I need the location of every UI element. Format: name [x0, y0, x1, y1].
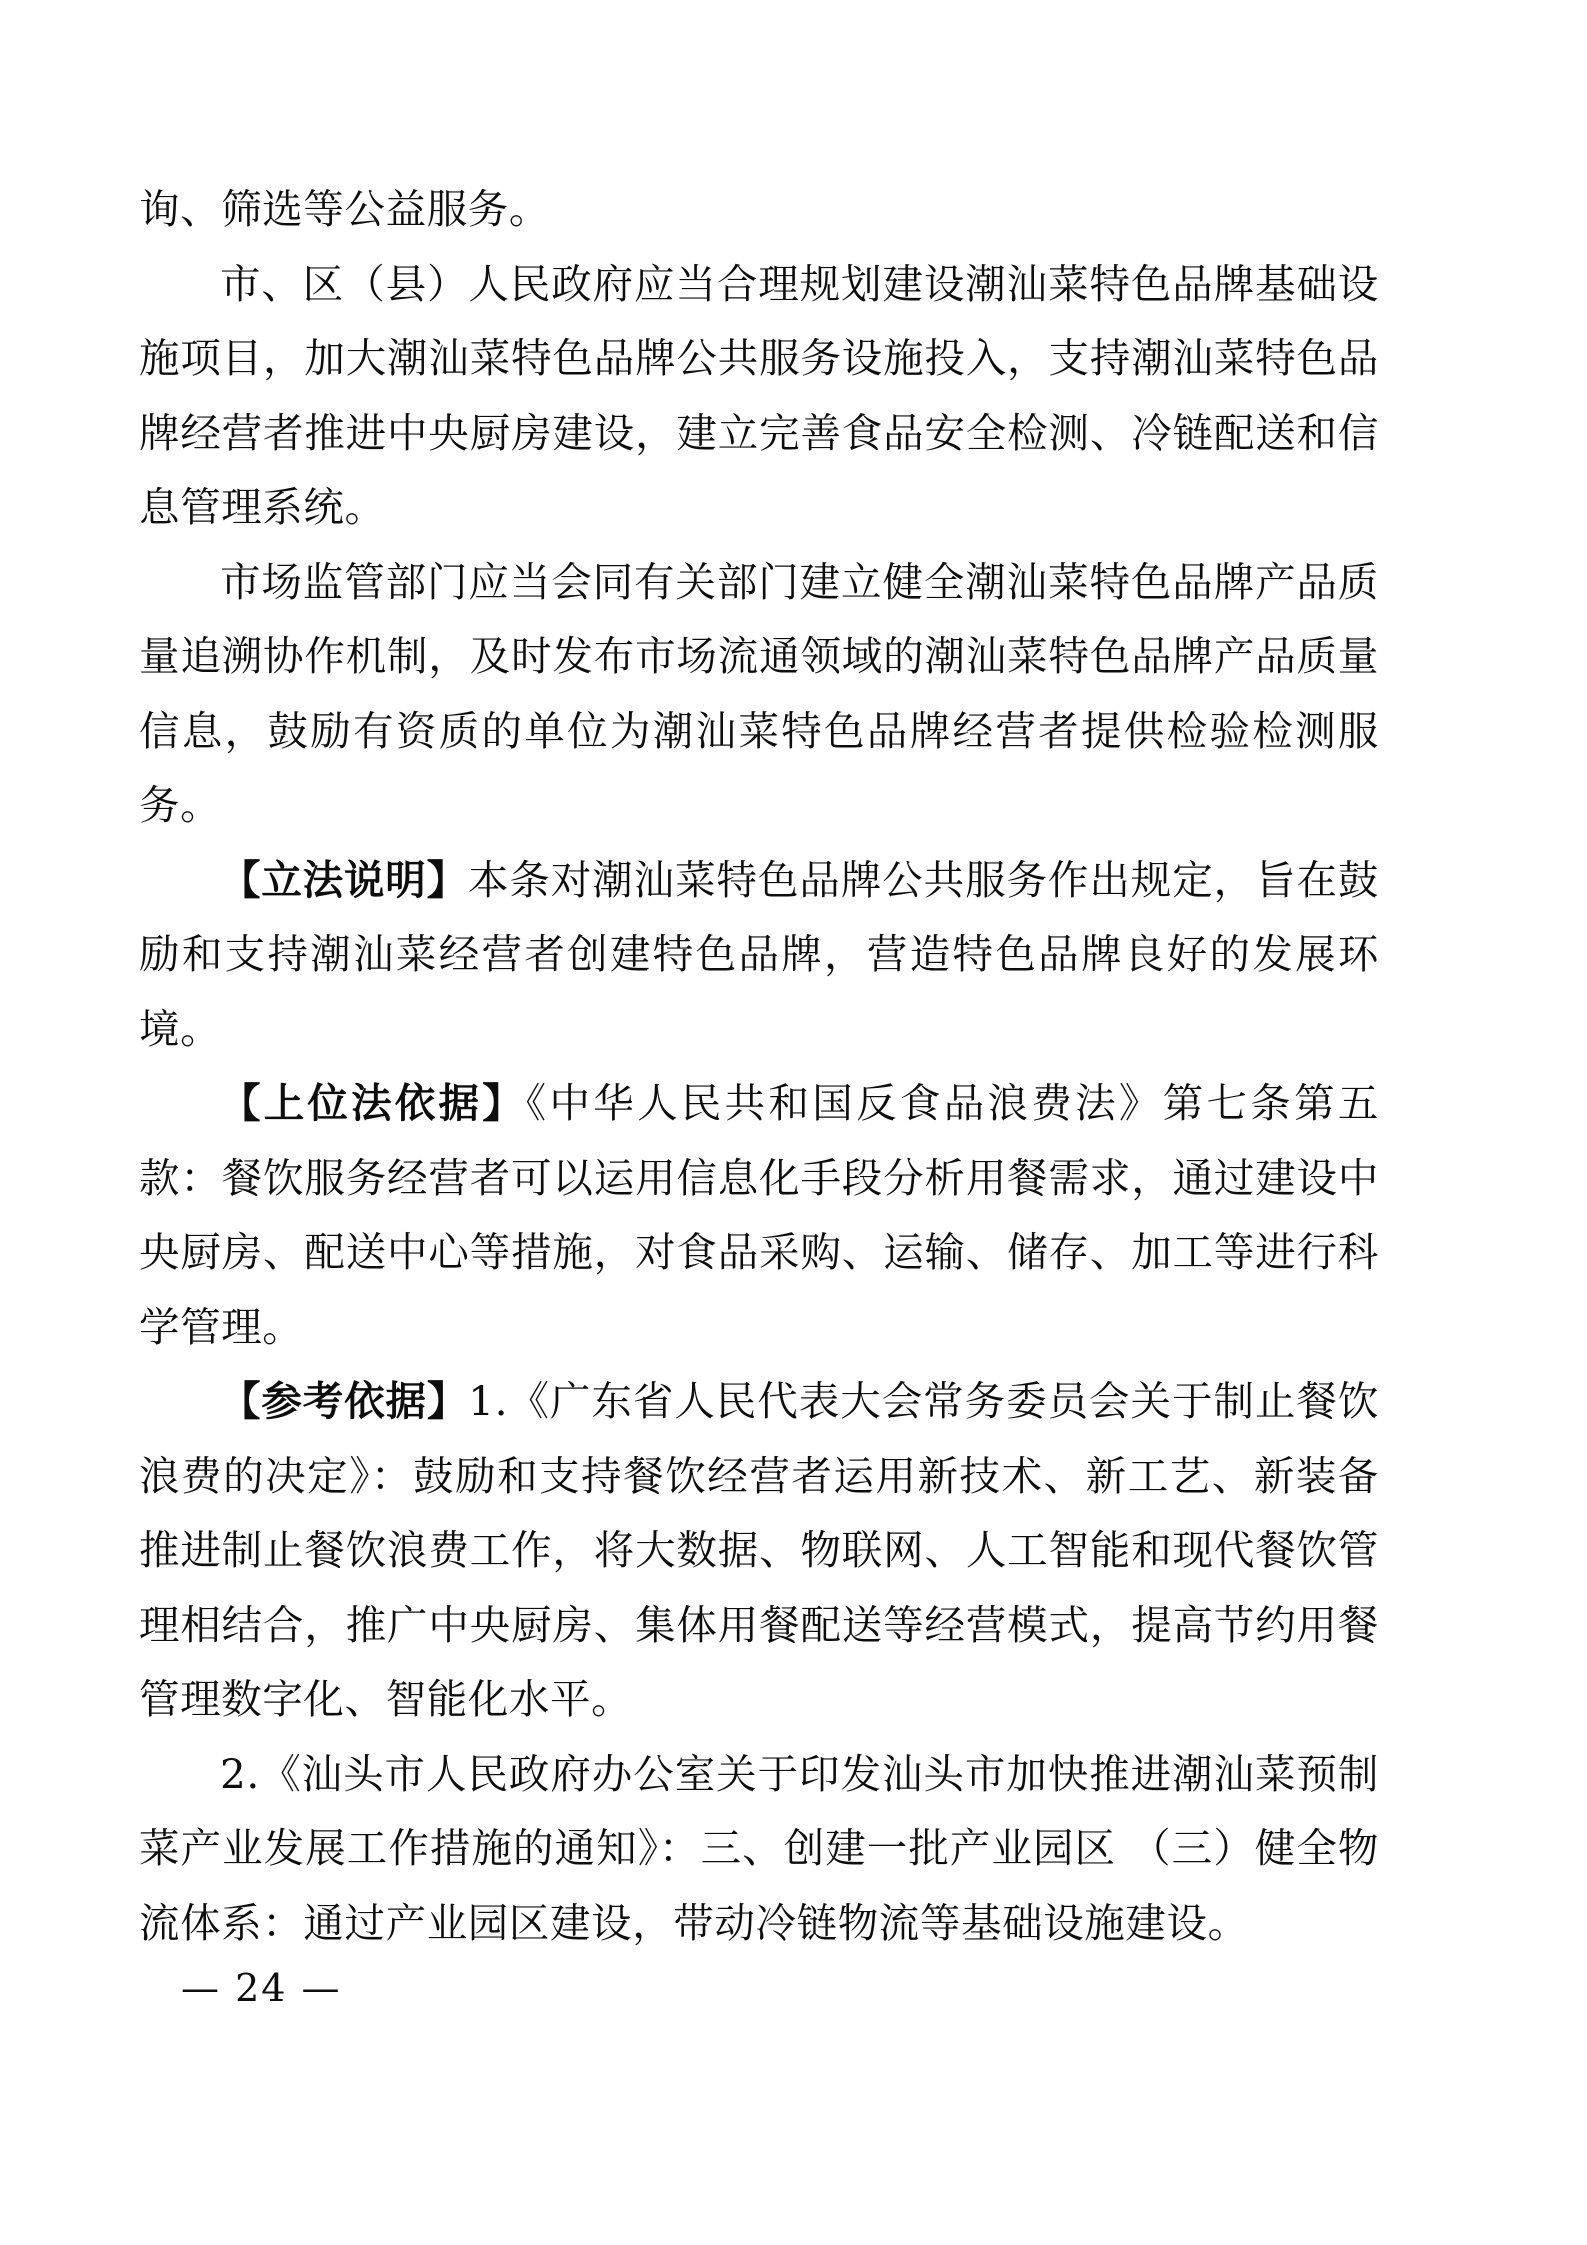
page-number	[139, 1958, 1379, 2018]
paragraph-text: 2.《汕头市人民政府办公室关于印发汕头市加快推进潮汕菜预制菜产业发展工作措施的通知》：三、创建一批产业园区 （三）健全物流体系：通过产业园区建设，带动冷链物流等基础设施建设。	[139, 1749, 1379, 1947]
reference-basis-label: 【参考依据】	[220, 1377, 469, 1425]
paragraph-text: 市场监管部门应当会同有关部门建立健全潮汕菜特色品牌产品质量追溯协作机制，及时发布市场流通领域的潮汕菜特色品牌产品质量信息，鼓励有资质的单位为潮汕菜特色品牌经营者提供检验检测服务。	[139, 557, 1379, 829]
paragraph-superior-law-basis	[139, 1066, 1379, 1364]
paragraph-text: 1.《广东省人民代表大会常务委员会关于制止餐饮浪费的决定》：鼓励和支持餐饮经营者运用新技术、新工艺、新装备推进制止餐饮浪费工作，将大数据、物联网、人工智能和现代餐饮管理相结合，推广中央厨房、集体用餐配送等经营模式，提高节约用餐管理数字化、智能化水平。	[139, 1377, 1379, 1723]
paragraph-text: 本条对潮汕菜特色品牌公共服务作出规定，旨在鼓励和支持潮汕菜经营者创建特色品牌，营造特色品牌良好的发展环境。	[139, 855, 1380, 1053]
paragraph-text: 询、筛选等公益服务。	[139, 185, 550, 233]
paragraph-text: 市、区（县）人民政府应当合理规划建设潮汕菜特色品牌基础设施项目，加大潮汕菜特色品牌公共服务设施投入，支持潮汕菜特色品牌经营者推进中央厨房建设，建立完善食品安全检测、冷链配送和信息管理系统。	[139, 259, 1379, 531]
superior-law-basis-label: 【上位法依据】	[220, 1079, 526, 1127]
paragraph-continuation-public-service	[139, 172, 1379, 247]
paragraph-municipal-district-government	[139, 247, 1379, 545]
legislative-explanation-label: 【立法说明】	[220, 855, 468, 904]
page-body-text	[139, 172, 1379, 1960]
paragraph-market-supervision	[139, 545, 1379, 843]
paragraph-legislative-explanation	[139, 843, 1379, 1067]
page-number-label: — 24 —	[181, 1966, 342, 2010]
paragraph-reference-basis-1	[139, 1364, 1379, 1737]
paragraph-reference-basis-2	[139, 1737, 1379, 1961]
paragraph-text: 《中华人民共和国反食品浪费法》第七条第五款：餐饮服务经营者可以运用信息化手段分析用餐需求，通过建设中央厨房、配送中心等措施，对食品采购、运输、储存、加工等进行科学管理。	[139, 1079, 1380, 1351]
